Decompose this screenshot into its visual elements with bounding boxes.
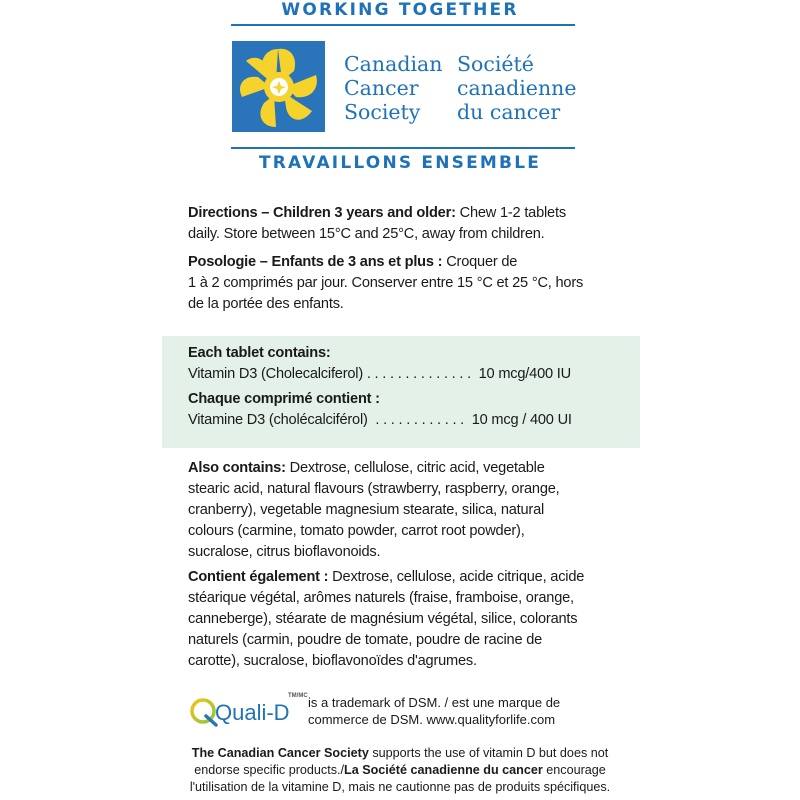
ingredients-text: naturels (carmin, poudre de tomate, poudre de racine de bbox=[188, 632, 543, 648]
directions-text: daily. Store between 15°C and 25°C, away from children. bbox=[188, 226, 545, 242]
ingredients-text: cranberry), vegetable magnesium stearate, silica, natural bbox=[188, 502, 545, 518]
quali-d-icon bbox=[188, 692, 300, 732]
directions-label: Directions – Children 3 years and older: bbox=[188, 205, 456, 221]
directions-french bbox=[188, 252, 628, 315]
disclaimer-footer bbox=[160, 745, 640, 796]
posologie-text: 1 à 2 comprimés par jour. Conserver entre 15 °C et 25 °C, hors bbox=[188, 275, 584, 291]
ingredients-text: sucralose, citrus bioflavonoids. bbox=[188, 544, 381, 560]
footer-text: endorse specific products./ bbox=[194, 763, 344, 777]
ingredients-text: stearic acid, natural flavours (strawberry, raspberry, orange, bbox=[188, 481, 560, 497]
logo-fr-line: canadienne bbox=[457, 76, 577, 100]
nutrition-heading: Each tablet contains: bbox=[188, 345, 331, 361]
logo-text-english bbox=[344, 52, 442, 124]
logo-text-french bbox=[457, 52, 576, 124]
ingredients-text: Dextrose, cellulose, citric acid, vegetable bbox=[285, 460, 545, 476]
nutrition-heading: Chaque comprimé contient : bbox=[188, 391, 380, 407]
footer-bold: The Canadian Cancer Society bbox=[191, 746, 369, 760]
footer-bold: La Société canadienne du cancer bbox=[344, 763, 543, 777]
trademark-line: is a trademark of DSM. / est une marque de bbox=[308, 695, 561, 710]
ingredients-french bbox=[188, 567, 628, 672]
logo-en-line: Canadian bbox=[344, 52, 443, 76]
trademark-line: commerce de DSM. www.qualityforlife.com bbox=[308, 712, 556, 727]
daffodil-logo bbox=[232, 41, 325, 132]
nutrition-row: Vitamine D3 (cholécalciférol) . . . . . . . . . . . . 10 mcg / 400 UI bbox=[188, 412, 572, 428]
ingredients-text: stéarique végétal, arômes naturels (fraise, framboise, orange, bbox=[188, 590, 574, 606]
ingredients-text: carotte), sucralose, bioflavonoïdes d'agrumes. bbox=[188, 653, 477, 669]
bottom-divider bbox=[231, 147, 575, 149]
nutrition-content bbox=[188, 343, 628, 431]
posologie-text: Croquer de bbox=[442, 254, 518, 270]
directions-text: Chew 1-2 tablets bbox=[455, 205, 566, 221]
logo-en-line: Cancer bbox=[344, 76, 419, 100]
logo-fr-line: Société bbox=[457, 52, 534, 76]
quali-d-logo bbox=[188, 692, 300, 732]
footer-text: l'utilisation de la vitamine D, mais ne cautionne pas de produits spécifiques. bbox=[189, 780, 611, 794]
top-divider bbox=[231, 24, 575, 26]
daffodil-icon bbox=[232, 41, 325, 132]
bottom-banner: TRAVAILLONS ENSEMBLE bbox=[258, 153, 542, 173]
tm-mark: TM/MC bbox=[288, 693, 308, 699]
footer-text: supports the use of vitamin D but does not bbox=[368, 746, 609, 760]
ingredients-text: canneberge), stéarate de magnésium végétal, silice, colorants bbox=[188, 611, 578, 627]
ingredients-label: Contient également : bbox=[188, 569, 329, 585]
footer-text: encourage bbox=[542, 763, 606, 777]
logo-fr-line: du cancer bbox=[457, 100, 561, 124]
ingredients-label: Also contains: bbox=[188, 460, 286, 476]
quali-d-wordmark: Quali-D bbox=[215, 700, 290, 725]
directions-english bbox=[188, 203, 628, 245]
ingredients-text: Dextrose, cellulose, acide citrique, acide bbox=[328, 569, 585, 585]
posologie-text: de la portée des enfants. bbox=[188, 296, 344, 312]
top-banner: WORKING TOGETHER bbox=[281, 0, 519, 20]
ingredients-text: colours (carmine, tomato powder, carrot root powder), bbox=[188, 523, 525, 539]
posologie-label: Posologie – Enfants de 3 ans et plus : bbox=[188, 254, 443, 270]
nutrition-row: Vitamin D3 (Cholecalciferol) . . . . . . . . . . . . . . 10 mcg/400 IU bbox=[188, 366, 571, 382]
logo-en-line: Society bbox=[344, 100, 421, 124]
trademark-notice bbox=[308, 694, 608, 728]
ingredients-english bbox=[188, 458, 628, 563]
